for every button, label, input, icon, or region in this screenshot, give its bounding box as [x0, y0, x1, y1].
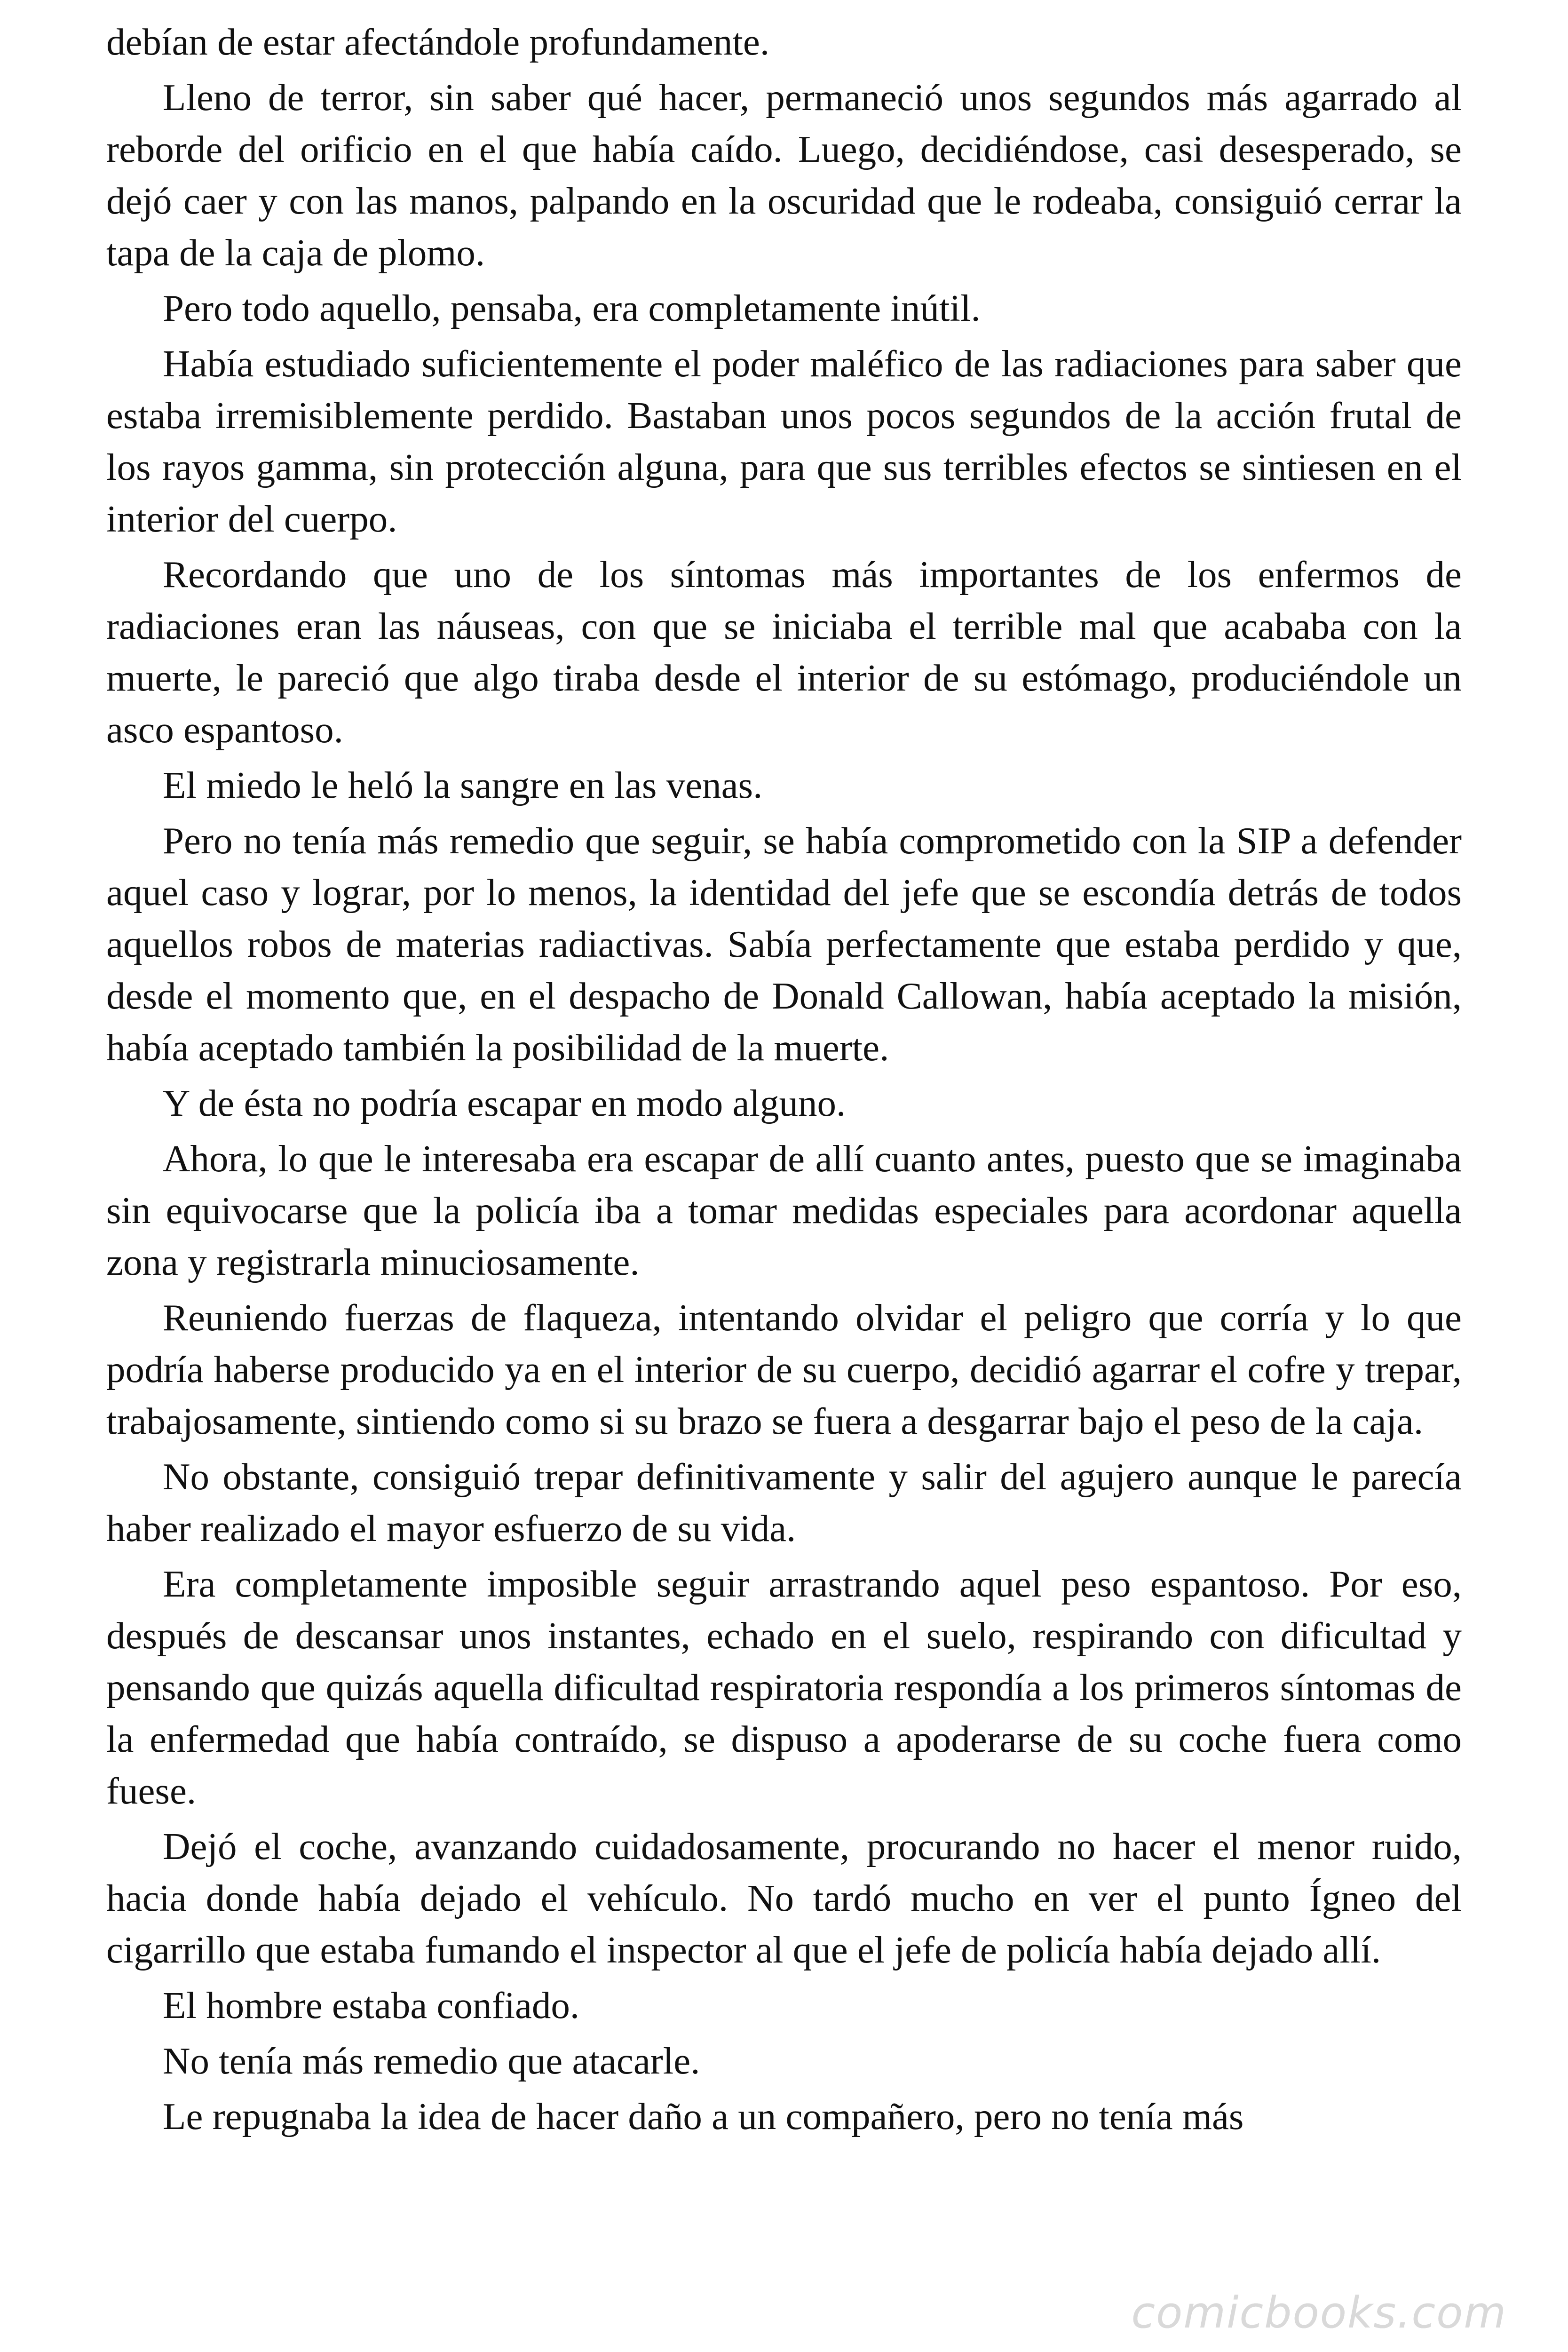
paragraph-9: Reuniendo fuerzas de flaqueza, intentando olvidar el peligro que corría y lo que podría haberse producido ya en el interior de su cuerpo, decidió agarrar el cofre y trepar, trabajosamente, sintiendo como si su brazo se fuera a desgarrar bajo el peso de la caja.	[106, 1296, 1462, 1442]
paragraph-5: El miedo le heló la sangre en las venas.	[163, 764, 763, 806]
paragraph-13: El hombre estaba confiado.	[163, 1984, 580, 2026]
paragraph-6: Pero no tenía más remedio que seguir, se había comprometido con la SIP a defender aquel caso y lograr, por lo menos, la identidad del jefe que se escondía detrás de todos aquellos robos de materias radiactivas. Sabía perfectamente que estaba perdido y que, desde el momento que, en el despacho de Donald Callowan, había aceptado la misión, había aceptado también la posibilidad de la muerte.	[106, 819, 1462, 1069]
paragraph-14: No tenía más remedio que atacarle.	[163, 2040, 700, 2082]
paragraph-15: Le repugnaba la idea de hacer daño a un compañero, pero no tenía más	[163, 2095, 1244, 2137]
paragraph-12: Dejó el coche, avanzando cuidadosamente, procurando no hacer el menor ruido, hacia donde había dejado el vehículo. No tardó mucho en ver el punto Ígneo del cigarrillo que estaba fumando el inspector al que el jefe de policía había dejado allí.	[106, 1825, 1462, 1971]
paragraph-3: Había estudiado suficientemente el poder maléfico de las radiaciones para saber que estaba irremisiblemente perdido. Bastaban unos pocos segundos de la acción frutal de los rayos gamma, sin protección alguna, para que sus terribles efectos se sintiesen en el interior del cuerpo.	[106, 342, 1462, 540]
paragraph-11: Era completamente imposible seguir arrastrando aquel peso espantoso. Por eso, después de descansar unos instantes, echado en el suelo, respirando con dificultad y pensando que quizás aquella dificultad respiratoria respondía a los primeros síntomas de la enfermedad que había contraído, se dispuso a apoderarse de su coche fuera como fuese.	[106, 1563, 1462, 1812]
watermark-text: comicbooks.com	[1131, 2288, 1507, 2338]
paragraph-8: Ahora, lo que le interesaba era escapar de allí cuanto antes, puesto que se imaginaba sin equivocarse que la policía iba a tomar medidas especiales para acordonar aquella zona y registrarla minuciosamente.	[106, 1137, 1462, 1283]
paragraph-1: Lleno de terror, sin saber qué hacer, permaneció unos segundos más agarrado al reborde del orificio en el que había caído. Luego, decidiéndose, casi desesperado, se dejó caer y con las manos, palpando en la oscuridad que le rodeaba, consiguió cerrar la tapa de la caja de plomo.	[106, 76, 1462, 274]
paragraph-0: debían de estar afectándole profundamente.	[106, 21, 770, 63]
paragraph-2: Pero todo aquello, pensaba, era completamente inútil.	[163, 287, 981, 329]
page-text-body	[106, 16, 1462, 2146]
paragraph-7: Y de ésta no podría escapar en modo alguno.	[163, 1082, 846, 1124]
paragraph-4: Recordando que uno de los síntomas más importantes de los enfermos de radiaciones eran las náuseas, con que se iniciaba el terrible mal que acababa con la muerte, le pareció que algo tiraba desde el interior de su estómago, produciéndole un asco espantoso.	[106, 553, 1462, 751]
paragraph-10: No obstante, consiguió trepar definitivamente y salir del agujero aunque le parecía haber realizado el mayor esfuerzo de su vida.	[106, 1455, 1462, 1549]
